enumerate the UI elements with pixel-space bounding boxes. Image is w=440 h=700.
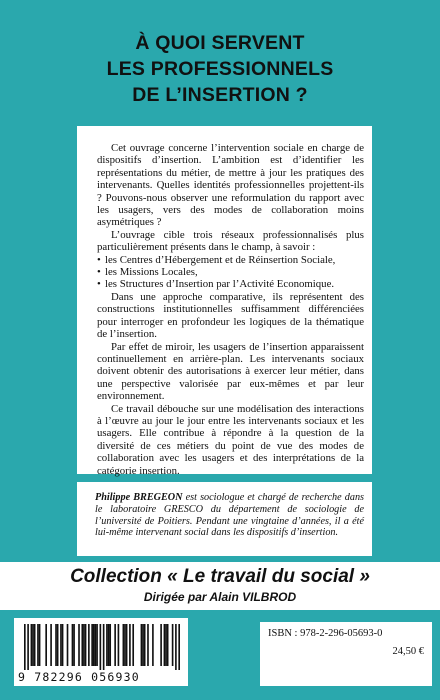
barcode-bar <box>81 624 83 666</box>
barcode-bar <box>132 624 134 666</box>
summary-paragraph-2: L’ouvrage cible trois réseaux professionnalisés plus particulièrement présents dans le champ, à savoir : <box>97 228 364 254</box>
barcode-bar <box>85 624 87 666</box>
barcode-bar <box>144 624 146 666</box>
barcode-bar <box>160 624 162 666</box>
network-list <box>97 254 364 291</box>
title-line-2: LES PROFESSIONNELS <box>106 58 334 80</box>
collection-director: Dirigée par Alain VILBROD <box>143 590 297 604</box>
barcode-bar <box>83 624 85 666</box>
barcode-bar <box>126 624 128 666</box>
barcode-bar <box>67 624 69 666</box>
barcode-bar <box>72 624 74 666</box>
barcode-bar <box>129 624 131 666</box>
barcode-bar <box>96 624 98 666</box>
barcode-bar <box>78 624 80 666</box>
barcode-bar <box>124 624 126 666</box>
isbn-price-panel <box>260 622 432 686</box>
barcode-bar <box>167 624 169 666</box>
list-item: • les Structures d’Insertion par l’Activité Economique. <box>97 278 364 290</box>
barcode-bar <box>147 624 149 666</box>
barcode-bar <box>106 624 108 666</box>
barcode-bar <box>24 624 26 670</box>
barcode-bar <box>60 624 62 666</box>
barcode-bar <box>164 624 166 666</box>
barcode <box>14 618 188 686</box>
author-name: Philippe BREGEON <box>95 492 183 503</box>
barcode-bar <box>91 624 93 666</box>
barcode-bar <box>118 624 120 666</box>
summary-paragraph-3: Dans une approche comparative, ils représentent des constructions institutionnelles suffisamment différenciées pour interroger en profondeur les logiques de la thématique de l’insertion. <box>97 290 364 341</box>
price: 24,50 € <box>392 646 424 657</box>
summary-panel <box>77 126 372 477</box>
barcode-bar <box>39 624 41 666</box>
list-item: • les Centres d’Hébergement et de Réinsertion Sociale, <box>97 254 364 266</box>
barcode-bar <box>152 624 154 666</box>
barcode-bar <box>31 624 33 666</box>
barcode-bars <box>24 624 180 670</box>
barcode-bar <box>100 624 102 670</box>
title-line-1: À QUOI SERVENT <box>135 32 305 54</box>
author-bio: est sociologue et chargé de recherche dans le laboratoire GRESCO du département de sociologie de l’université de Poitiers. Pendant une vingtaine d’années, il a été lui-même intervenant social dans les dispositifs d’insertion. <box>95 492 365 539</box>
barcode-bar <box>178 624 180 670</box>
barcode-bar <box>175 624 177 670</box>
title-line-3: DE L’INSERTION ? <box>132 84 308 106</box>
barcode-bar <box>114 624 116 666</box>
barcode-bar <box>57 624 59 666</box>
collection-title: Collection « Le travail du social » <box>70 566 370 587</box>
isbn: ISBN : 978-2-296-05693-0 <box>268 628 383 639</box>
author-bio-panel <box>77 482 372 556</box>
barcode-bar <box>95 624 97 666</box>
barcode-bar <box>50 624 52 666</box>
barcode-bar <box>123 624 125 666</box>
barcode-bar <box>45 624 47 666</box>
barcode-bar <box>88 624 90 666</box>
summary-paragraph-4: Par effet de miroir, les usagers de l’insertion apparaissent continuellement en arrière-plan. Les intervenants sociaux doivent obtenir des autorisations à exercer leur métier, dans une perspective valorisée par eux-mêmes et par leur environnement. <box>97 340 364 403</box>
barcode-bar <box>37 624 39 666</box>
barcode-bar <box>32 624 34 666</box>
barcode-bar <box>141 624 143 666</box>
barcode-bar <box>55 624 57 666</box>
barcode-bar <box>165 624 167 666</box>
list-item: • les Missions Locales, <box>97 266 364 278</box>
barcode-bar <box>108 624 110 666</box>
barcode-bar <box>62 624 64 666</box>
barcode-bar <box>109 624 111 666</box>
barcode-bar <box>34 624 36 666</box>
book-title <box>0 30 440 108</box>
barcode-bar <box>27 624 29 670</box>
barcode-bar <box>142 624 144 666</box>
barcode-bar <box>103 624 105 670</box>
barcode-bar <box>172 624 174 666</box>
barcode-digits: 9 782296 056930 <box>18 670 140 684</box>
barcode-bar <box>93 624 95 666</box>
summary-paragraph-1: Cet ouvrage concerne l’intervention sociale en charge de dispositifs d’insertion. L’ambition est d’identifier les représentations du métier, de mettre à jour les pratiques des intervenants. Quelles identités professionnelles projettent-ils ? Pouvons-nous observer une reformulation du rapport avec les usagers, vers des modes de collaboration moins asymétriques ? <box>97 142 364 229</box>
summary-paragraph-5: Ce travail débouche sur une modélisation des interactions à l’œuvre au jour le jour entre les intervenants sociaux et les usagers. Elle contribue à répondre à la question de la diversité de ces métiers du point de vue des modes de collaboration avec les usagers et des interprétations de la catégorie insertion. <box>97 402 364 477</box>
barcode-bar <box>73 624 75 666</box>
